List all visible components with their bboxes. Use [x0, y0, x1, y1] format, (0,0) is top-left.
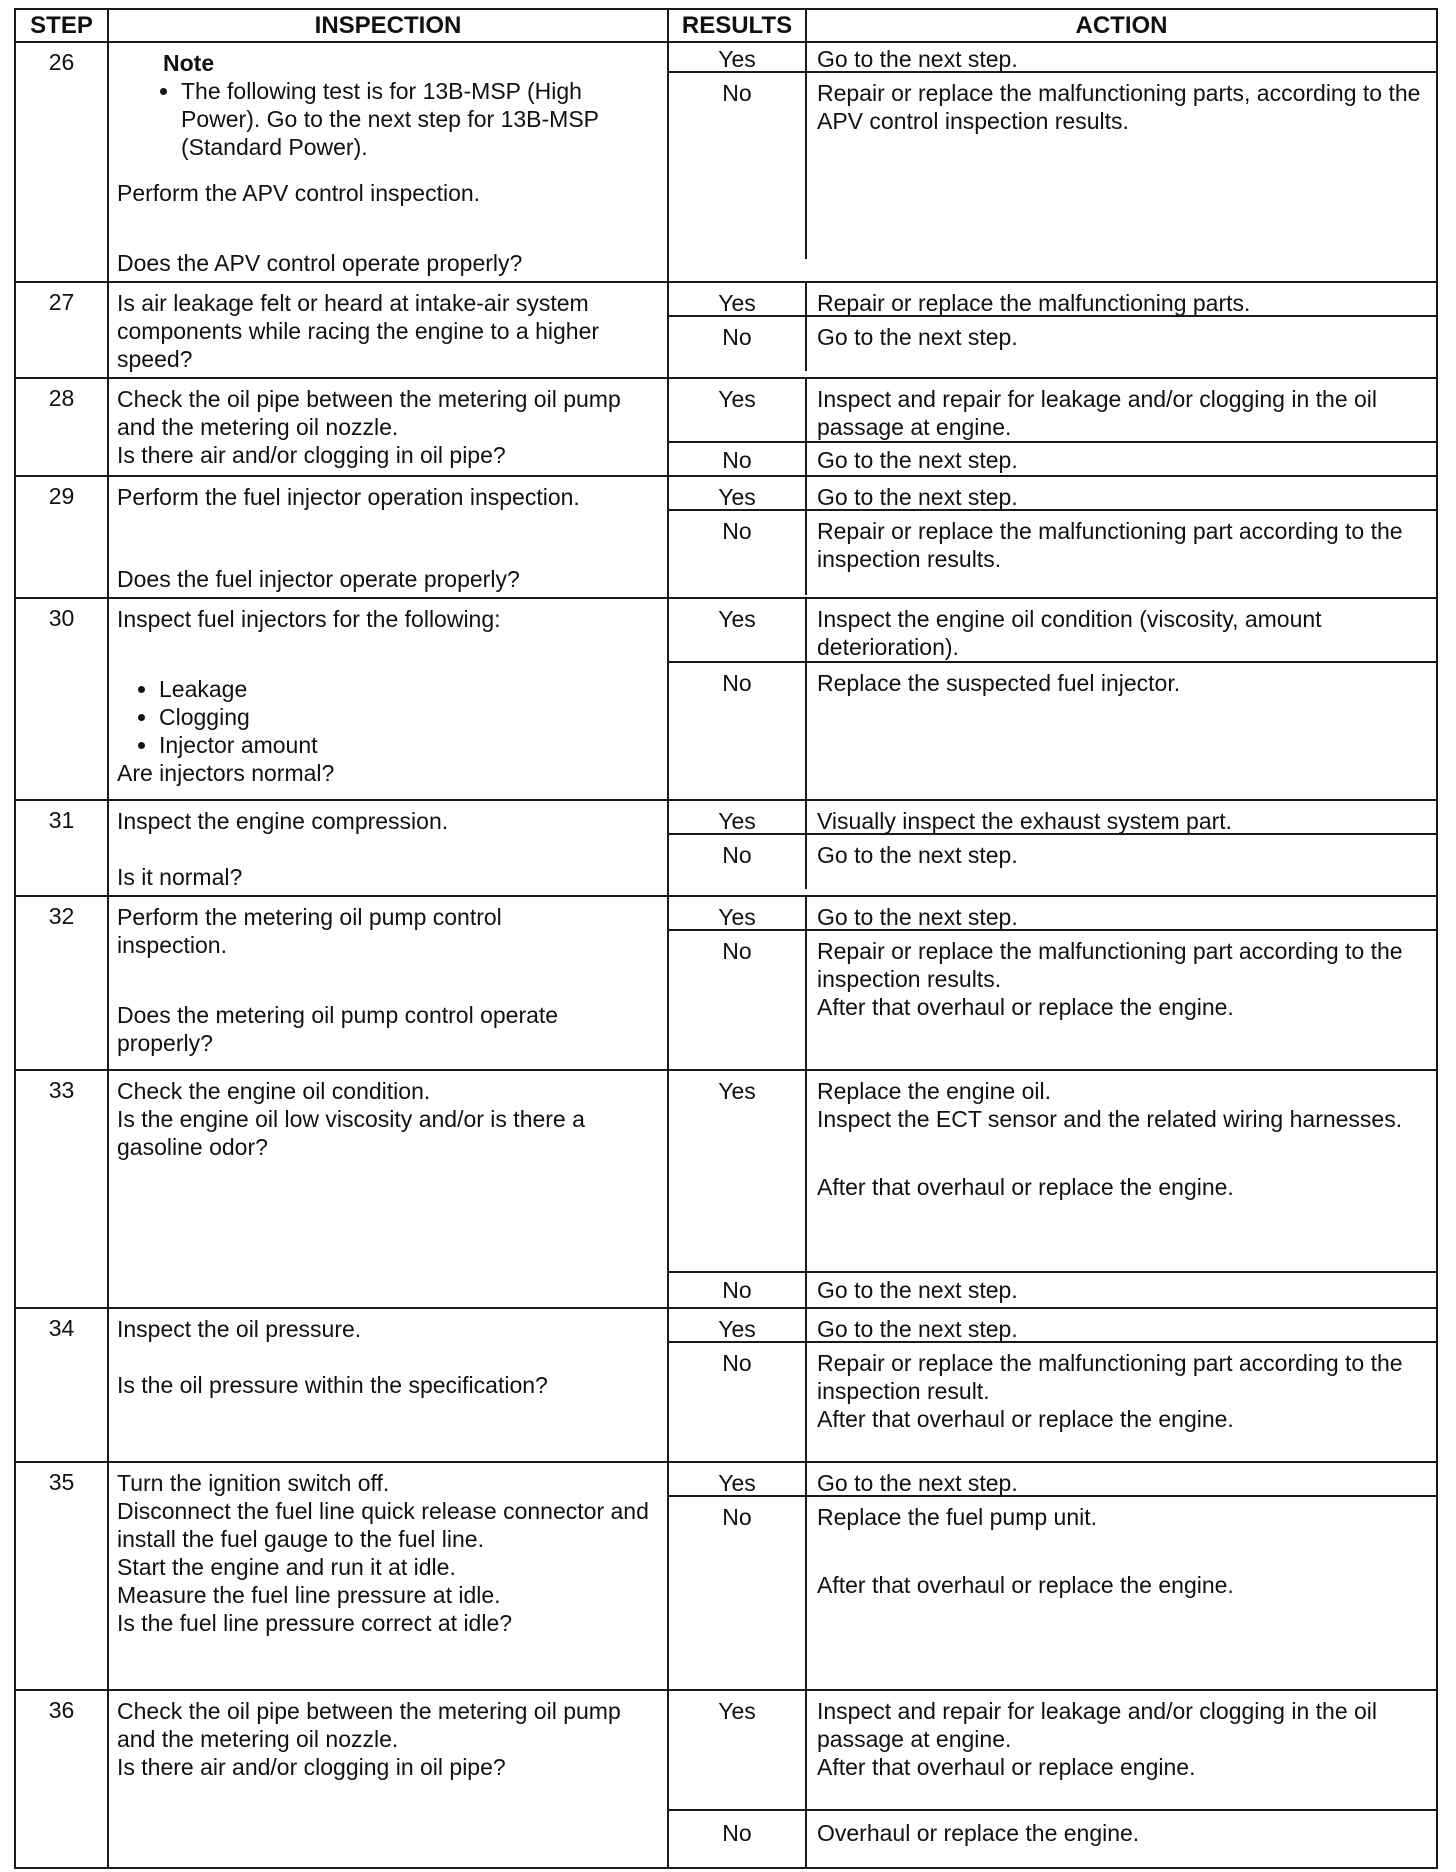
result-no: No [669, 73, 807, 259]
result-yes: Yes [669, 477, 807, 509]
action-text: Repair or replace the malfunctioning part according to the inspection results. [817, 518, 1403, 572]
inspection-question: Are injectors normal? [117, 760, 335, 786]
inspection-line: Inspect the oil pressure. [117, 1316, 362, 1342]
result-row [669, 477, 1436, 511]
result-no: No [669, 1497, 807, 1689]
action-text: Repair or replace the malfunctioning parts. [817, 290, 1251, 316]
action-text: Go to the next step. [817, 46, 1018, 72]
result-yes: Yes [669, 1309, 807, 1341]
inspection-cell [108, 1308, 668, 1462]
results-cell [668, 1690, 1437, 1868]
inspection-cell [108, 378, 668, 476]
inspection-cell [108, 598, 668, 800]
inspection-cell [108, 1070, 668, 1308]
result-row [669, 1071, 1436, 1273]
inspection-cell [108, 1690, 668, 1868]
step-number: 28 [15, 378, 108, 476]
result-row [669, 443, 1436, 475]
result-no: No [669, 663, 807, 799]
result-row [669, 73, 1436, 259]
table-row [15, 1070, 1437, 1308]
table-row [15, 1308, 1437, 1462]
results-cell [668, 598, 1437, 800]
inspection-question: Is it normal? [117, 864, 243, 890]
note-list [117, 77, 659, 161]
result-yes: Yes [669, 379, 807, 441]
action-text: Repair or replace the malfunctioning parts, according to the APV control inspection results. [817, 80, 1421, 134]
result-yes: Yes [669, 1463, 807, 1495]
result-row [669, 317, 1436, 371]
result-row [669, 511, 1436, 595]
result-row [669, 1343, 1436, 1461]
step-number: 31 [15, 800, 108, 896]
result-row [669, 43, 1436, 73]
results-cell [668, 896, 1437, 1070]
table-row [15, 378, 1437, 476]
action-text: Inspect the ECT sensor and the related wiring harnesses. [817, 1106, 1403, 1132]
header-results-action [668, 9, 1437, 42]
action-text: Overhaul or replace the engine. [817, 1820, 1140, 1846]
table-row [15, 1690, 1437, 1868]
inspection-question: Is the engine oil low viscosity and/or is there a gasoline odor? [117, 1106, 585, 1160]
inspection-cell [108, 282, 668, 378]
results-cell [668, 800, 1437, 896]
inspection-question: Does the metering oil pump control operate properly? [117, 1002, 559, 1056]
step-number: 30 [15, 598, 108, 800]
result-row [669, 931, 1436, 1069]
action-text: Go to the next step. [817, 324, 1018, 350]
inspection-cell [108, 1462, 668, 1690]
results-cell [668, 1308, 1437, 1462]
step-number: 35 [15, 1462, 108, 1690]
step-number: 32 [15, 896, 108, 1070]
inspection-line: Check the engine oil condition. [117, 1078, 431, 1104]
table-row [15, 800, 1437, 896]
table-row [15, 42, 1437, 282]
action-text: Go to the next step. [817, 1316, 1018, 1342]
step-number: 26 [15, 42, 108, 282]
result-yes: Yes [669, 1691, 807, 1809]
inspection-line: Measure the fuel line pressure at idle. [117, 1582, 501, 1608]
result-row [669, 897, 1436, 931]
note-title: Note [163, 50, 215, 76]
action-cell [807, 1343, 1436, 1461]
list-item: • The following test is for 13B-MSP (High Power). Go to the next step for 13B-MSP (Standard Power). [181, 77, 659, 161]
result-no: No [669, 931, 807, 1069]
table-row [15, 476, 1437, 598]
inspection-question: Does the APV control operate properly? [117, 250, 523, 276]
inspection-question: Is air leakage felt or heard at intake-air system components while racing the engine to a higher speed? [117, 290, 600, 372]
result-no: No [669, 1343, 807, 1461]
action-text: Go to the next step. [817, 447, 1018, 473]
result-no: No [669, 835, 807, 889]
inspection-line: Turn the ignition switch off. [117, 1470, 390, 1496]
results-cell [668, 282, 1437, 378]
step-number: 33 [15, 1070, 108, 1308]
list-item: • Leakage [159, 675, 659, 703]
action-text: Repair or replace the malfunctioning part according to the inspection result. [817, 1350, 1403, 1404]
result-row [669, 379, 1436, 443]
inspection-question: Is the oil pressure within the specification? [117, 1372, 548, 1398]
result-row [669, 1309, 1436, 1343]
action-cell [807, 1497, 1436, 1689]
result-row [669, 1273, 1436, 1307]
result-yes: Yes [669, 283, 807, 315]
results-cell [668, 1070, 1437, 1308]
step-number: 29 [15, 476, 108, 598]
results-cell [668, 378, 1437, 476]
table-row [15, 282, 1437, 378]
inspection-line: Check the oil pipe between the metering oil pump and the metering oil nozzle. [117, 1698, 621, 1752]
action-text: Inspect and repair for leakage and/or clogging in the oil passage at engine. [817, 386, 1378, 440]
step-number: 27 [15, 282, 108, 378]
results-cell [668, 476, 1437, 598]
result-row [669, 1463, 1436, 1497]
header-action: ACTION [1075, 12, 1168, 39]
table-row [15, 1462, 1437, 1690]
inspection-question: Is there air and/or clogging in oil pipe? [117, 1754, 506, 1780]
result-row [669, 835, 1436, 889]
action-text: Repair or replace the malfunctioning part according to the inspection results. [817, 938, 1403, 992]
action-cell [807, 1691, 1436, 1809]
action-text: Replace the suspected fuel injector. [817, 670, 1181, 696]
action-text: Replace the engine oil. [817, 1078, 1051, 1104]
action-cell [807, 931, 1436, 1069]
action-text: After that overhaul or replace engine. [817, 1754, 1196, 1780]
result-yes: Yes [669, 1071, 807, 1271]
result-yes: Yes [669, 801, 807, 833]
action-text: Inspect and repair for leakage and/or clogging in the oil passage at engine. [817, 1698, 1378, 1752]
result-no: No [669, 317, 807, 371]
bullet-list [117, 675, 659, 759]
inspection-line: Disconnect the fuel line quick release connector and install the fuel gauge to the fuel line. [117, 1498, 649, 1552]
action-text: After that overhaul or replace the engine. [817, 994, 1234, 1020]
results-cell [668, 1462, 1437, 1690]
list-item: • Clogging [159, 703, 659, 731]
result-row [669, 1811, 1436, 1867]
header-step: STEP [15, 9, 108, 42]
inspection-cell [108, 42, 668, 282]
action-text: Go to the next step. [817, 484, 1018, 510]
result-row [669, 1497, 1436, 1689]
inspection-line: Inspect fuel injectors for the following: [117, 606, 501, 632]
result-no: No [669, 443, 807, 475]
result-no: No [669, 511, 807, 595]
inspection-line: Perform the APV control inspection. [117, 180, 481, 206]
action-text: After that overhaul or replace the engine. [817, 1174, 1234, 1200]
action-text: Go to the next step. [817, 1277, 1018, 1303]
step-number: 36 [15, 1690, 108, 1868]
action-text: After that overhaul or replace the engine. [817, 1572, 1234, 1598]
action-text: Inspect the engine oil condition (viscosity, amount deterioration). [817, 606, 1322, 660]
result-row [669, 663, 1436, 799]
result-yes: Yes [669, 897, 807, 929]
table-row [15, 896, 1437, 1070]
result-no: No [669, 1273, 807, 1307]
inspection-question: Is the fuel line pressure correct at idle? [117, 1610, 513, 1636]
diagnostic-procedure-sheet [14, 8, 1436, 1869]
diagnostic-table [14, 8, 1438, 1869]
inspection-line: Inspect the engine compression. [117, 808, 449, 834]
result-row [669, 599, 1436, 663]
result-no: No [669, 1811, 807, 1867]
action-cell [807, 1071, 1436, 1271]
result-yes: Yes [669, 43, 807, 71]
action-text: After that overhaul or replace the engine. [817, 1406, 1234, 1432]
inspection-cell [108, 896, 668, 1070]
inspection-line: Perform the metering oil pump control inspection. [117, 904, 502, 958]
list-item: • Injector amount [159, 731, 659, 759]
action-text: Visually inspect the exhaust system part. [817, 808, 1233, 834]
header-inspection: INSPECTION [108, 9, 668, 42]
header-results: RESULTS [669, 10, 807, 41]
action-text: Go to the next step. [817, 842, 1018, 868]
result-row [669, 801, 1436, 835]
action-text: Go to the next step. [817, 1470, 1018, 1496]
inspection-line: Start the engine and run it at idle. [117, 1554, 456, 1580]
inspection-line: Check the oil pipe between the metering oil pump and the metering oil nozzle. [117, 386, 621, 440]
inspection-line: Perform the fuel injector operation inspection. [117, 484, 580, 510]
action-text: Go to the next step. [817, 904, 1018, 930]
results-cell [668, 42, 1437, 282]
result-yes: Yes [669, 599, 807, 661]
step-number: 34 [15, 1308, 108, 1462]
inspection-cell [108, 476, 668, 598]
inspection-cell [108, 800, 668, 896]
result-row [669, 1691, 1436, 1811]
action-text: Replace the fuel pump unit. [817, 1504, 1098, 1530]
result-row [669, 283, 1436, 317]
table-row [15, 598, 1437, 800]
inspection-question: Does the fuel injector operate properly? [117, 566, 520, 592]
header-row [15, 9, 1437, 42]
inspection-question: Is there air and/or clogging in oil pipe? [117, 442, 506, 468]
